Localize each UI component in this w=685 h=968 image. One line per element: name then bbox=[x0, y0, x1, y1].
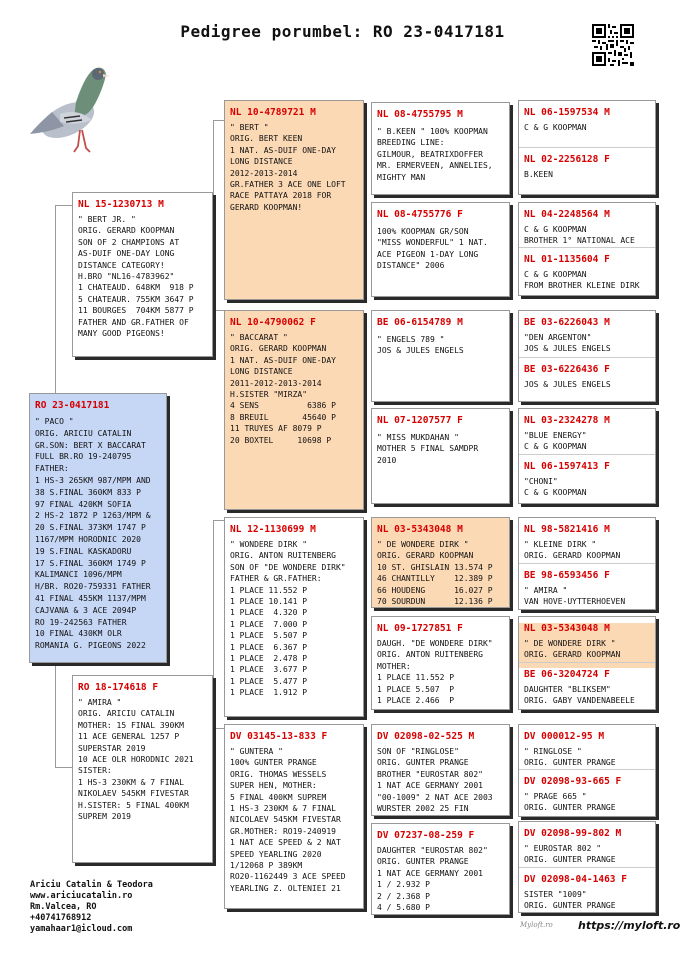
pigeon-details: " AMIRA " VAN HOVE-UYTTERHOEVEN bbox=[524, 586, 626, 607]
pigeon-details: DAUGHTER "EUROSTAR 802" ORIG. GUNTER PRANGE 1 NAT ACE GERMANY 2001 1 / 2.932 P 2 / 2.368 P 4 / 5.680 P bbox=[377, 846, 488, 913]
pigeon-card-mm[interactable] bbox=[224, 724, 364, 909]
pigeon-pair-3 bbox=[518, 310, 656, 402]
pigeon-details: " DE WONDERE DIRK " ORIG. GERARD KOOPMAN 10 ST. GHISLAIN 13.574 P 46 CHANTILLY 12.389 P 66 HOUDENG 16.027 P 70 SOURDUN 12.136 P bbox=[377, 540, 493, 607]
pigeon-details: "CHONI" C & G KOOPMAN bbox=[524, 477, 587, 498]
ring-number: NL 15-1230713 M bbox=[78, 199, 164, 210]
connector-line bbox=[213, 120, 214, 310]
ring-number: NL 09-1727851 F bbox=[377, 623, 463, 634]
pigeon-card-g8[interactable] bbox=[519, 455, 655, 499]
pigeon-details: SISTER "1009" ORIG. GUNTER PRANGE bbox=[524, 890, 616, 911]
pigeon-pair-5 bbox=[518, 517, 656, 610]
pigeon-details: " PRAGE 665 " ORIG. GUNTER PRANGE bbox=[524, 792, 616, 813]
ring-number: RO 23-0417181 bbox=[35, 400, 110, 411]
pigeon-details: " GUNTERA " 100% GUNTER PRANGE ORIG. THOMAS WESSELS SUPER HEN, MOTHER: 5 FINAL 400KM SUPREM 1 HS-3 230KM & 7 FINAL NICOLAEV 545KM FIVESTAR GR.MOTHER: RO19-240919 1 NAT ACE SPEED & 2 NAT SPEED YEARLING 2020 1/12068 P 389KM RO20-1162449 3 ACE SPEED YEARLING Z. OLTENIEI 21 bbox=[230, 747, 346, 893]
pigeon-card-g1[interactable] bbox=[519, 107, 655, 133]
ring-number: NL 08-4755795 M bbox=[377, 109, 463, 120]
ring-number: NL 03-2324278 M bbox=[524, 415, 610, 426]
pigeon-details: " BERT " ORIG. BERT KEEN 1 NAT. AS-DUIF ONE-DAY LONG DISTANCE 2012-2013-2014 GR.FATHER 3 ACE ONE LOFT RACE PATTAYA 2018 FOR GERARD KOOPMAN! bbox=[230, 123, 346, 212]
pigeon-card-g16[interactable] bbox=[519, 868, 655, 912]
ring-number: DV 03145-13-833 F bbox=[230, 731, 328, 742]
pigeon-card-mother[interactable] bbox=[72, 675, 213, 863]
pigeon-pair-2 bbox=[518, 202, 656, 296]
pigeon-illustration bbox=[30, 62, 112, 162]
ring-number: BE 06-6154789 M bbox=[377, 317, 463, 328]
pigeon-details: DAUGHTER "BLIKSEM" ORIG. GABY VANDENABEELE bbox=[524, 685, 635, 706]
pigeon-card-g3[interactable] bbox=[519, 209, 655, 247]
website-link[interactable]: https://myloft.ro bbox=[578, 919, 681, 932]
connector-line bbox=[213, 520, 214, 728]
ring-number: NL 08-4755776 F bbox=[377, 209, 463, 220]
ring-number: DV 02098-99-802 M bbox=[524, 828, 622, 839]
connector-line bbox=[55, 205, 73, 206]
ring-number: NL 12-1130699 M bbox=[230, 524, 316, 535]
pigeon-details: C & G KOOPMAN FROM BROTHER KLEINE DIRK bbox=[524, 270, 640, 291]
connector-line bbox=[55, 663, 56, 768]
ring-number: NL 98-5821416 M bbox=[524, 524, 610, 535]
pigeon-details: " KLEINE DIRK " ORIG. GERARD KOOPMAN bbox=[524, 540, 621, 561]
ring-number: NL 02-2256128 F bbox=[524, 154, 610, 165]
pigeon-card-fm[interactable] bbox=[224, 310, 364, 510]
pigeon-details: " B.KEEN " 100% KOOPMAN BREEDING LINE: GILMOUR, BEATRIXDOFFER MR. ERMERVEEN, ANNELIES, MIGHTY MAN bbox=[377, 127, 493, 182]
pigeon-card-g14[interactable] bbox=[519, 770, 655, 814]
pigeon-card-father[interactable] bbox=[72, 192, 213, 357]
connector-line bbox=[55, 205, 56, 395]
pigeon-card-g12[interactable] bbox=[519, 663, 655, 707]
pigeon-card-fmm[interactable] bbox=[371, 408, 510, 504]
pigeon-card-main[interactable] bbox=[29, 393, 167, 663]
pigeon-card-g2[interactable] bbox=[519, 148, 655, 180]
pigeon-pair-4 bbox=[518, 408, 656, 504]
pigeon-card-fff[interactable] bbox=[371, 102, 510, 195]
pigeon-details: " MISS MUKDAHAN " MOTHER 5 FINAL SAMDPR 2010 bbox=[377, 433, 479, 465]
owner-contact: Ariciu Catalin & Teodora www.ariciucatalin.ro Rm.Valcea, RO +40741768912 yamahaar1@icloud.com bbox=[30, 880, 153, 934]
qr-code-icon bbox=[592, 24, 634, 66]
pigeon-details: DAUGH. "DE WONDERE DIRK" ORIG. ANTON RUITENBERG MOTHER: 1 PLACE 11.552 P 1 PLACE 5.507 P 1 PLACE 2.466 P bbox=[377, 639, 493, 706]
pigeon-details: " RINGLOSE " ORIG. GUNTER PRANGE bbox=[524, 747, 616, 768]
ring-number: DV 07237-08-259 F bbox=[377, 830, 475, 841]
pigeon-pair-8 bbox=[518, 821, 656, 913]
pigeon-card-g4[interactable] bbox=[519, 248, 655, 292]
page-title: Pedigree porumbel: RO 23-0417181 bbox=[180, 22, 505, 41]
ring-number: DV 02098-93-665 F bbox=[524, 776, 622, 787]
ring-number: NL 01-1135604 F bbox=[524, 254, 610, 265]
pigeon-card-g6[interactable] bbox=[519, 358, 655, 390]
pigeon-details: JOS & JULES ENGELS bbox=[524, 380, 611, 389]
pigeon-card-fmf[interactable] bbox=[371, 310, 510, 402]
ring-number: RO 18-174618 F bbox=[78, 682, 159, 693]
pigeon-details: " ENGELS 789 " JOS & JULES ENGELS bbox=[377, 335, 464, 356]
pigeon-card-g5[interactable] bbox=[519, 317, 655, 355]
pigeon-card-mfm[interactable] bbox=[371, 616, 510, 710]
ring-number: DV 000012-95 M bbox=[524, 731, 605, 742]
ring-number: NL 10-4789721 M bbox=[230, 107, 316, 118]
ring-number: DV 02098-04-1463 F bbox=[524, 874, 627, 885]
pigeon-card-mf[interactable] bbox=[224, 517, 364, 717]
ring-number: NL 06-1597534 M bbox=[524, 107, 610, 118]
ring-number: NL 07-1207577 F bbox=[377, 415, 463, 426]
pigeon-card-ffm[interactable] bbox=[371, 202, 510, 297]
pigeon-card-mff[interactable] bbox=[371, 517, 510, 608]
ring-number: NL 04-2248564 M bbox=[524, 209, 610, 220]
pigeon-card-ff[interactable] bbox=[224, 100, 364, 300]
pigeon-card-g15[interactable] bbox=[519, 828, 655, 866]
ring-number: BE 03-6226043 M bbox=[524, 317, 610, 328]
connector-line bbox=[55, 767, 73, 768]
pigeon-details: " BACCARAT " ORIG. GERARD KOOPMAN 1 NAT. AS-DUIF ONE-DAY LONG DISTANCE 2011-2012-2013-2014 H.SISTER "MIRZA" 4 SENS 6386 P 8 BREUIL 45640 P 11 TRUYES AF 8079 P 20 BOXTEL 10698 P bbox=[230, 333, 336, 445]
ring-number: BE 03-6226436 F bbox=[524, 364, 610, 375]
ring-number: NL 03-5343048 M bbox=[377, 524, 463, 535]
pigeon-details: "DEN ARGENTON" JOS & JULES ENGELS bbox=[524, 333, 611, 354]
pigeon-card-g10[interactable] bbox=[519, 564, 655, 608]
pigeon-details: " WONDERE DIRK " ORIG. ANTON RUITENBERG SON OF "DE WONDERE DIRK" FATHER & GR.FATHER: 1 PLACE 11.552 P 1 PLACE 10.141 P 1 PLACE 4.320 P 1 PLACE 7.000 P 1 PLACE 5.507 P 1 PLACE 6.367 P 1 PLACE 2.478 P 1 PLACE 3.677 P 1 PLACE 5.477 P 1 PLACE 1.912 P bbox=[230, 540, 346, 698]
ring-number: NL 06-1597413 F bbox=[524, 461, 610, 472]
pigeon-pair-6 bbox=[518, 616, 656, 710]
pigeon-card-g9[interactable] bbox=[519, 524, 655, 562]
ring-number: BE 98-6593456 F bbox=[524, 570, 610, 581]
pigeon-details: " PACO " ORIG. ARICIU CATALIN GR.SON: BERT X BACCARAT FULL BR.RO 19-240795 FATHER: 1 HS-3 265KM 987/MPM AND 38 S.FINAL 360KM 833 P 97 FINAL 420KM SOFIA 2 HS-2 1872 P 1263/MPM & 20 S.FINAL 373KM 1747 P 1167/MPM HORODNIC 2020 19 S.FINAL KASKADORU 17 S.FINAL 360KM 1749 P KALIMANCI 1096/MPM H/BR. RO20-759331 FATHER 41 FINAL 455KM 1137/MPM CAJVANA & 3 ACE 2094P RO 19-242563 FATHER 10 FINAL 430KM OLR ROMANIA G. PIGEONS 2022 bbox=[35, 417, 151, 651]
pigeon-details: C & G KOOPMAN bbox=[524, 123, 587, 132]
pigeon-card-mmf[interactable] bbox=[371, 724, 510, 816]
pigeon-details: B.KEEN bbox=[524, 170, 553, 179]
pigeon-card-mmm[interactable] bbox=[371, 823, 510, 915]
pigeon-details: " DE WONDERE DIRK " ORIG. GERARD KOOPMAN bbox=[524, 639, 621, 660]
ring-number: DV 02098-02-525 M bbox=[377, 731, 475, 742]
pigeon-details: " EUROSTAR 802 " ORIG. GUNTER PRANGE bbox=[524, 844, 616, 865]
ring-number: NL 10-4790062 F bbox=[230, 317, 316, 328]
ring-number: BE 06-3204724 F bbox=[524, 669, 610, 680]
pigeon-card-g7[interactable] bbox=[519, 415, 655, 453]
pigeon-details: " BERT JR. " ORIG. GERARD KOOPMAN SON OF 2 CHAMPIONS AT AS-DUIF ONE-DAY LONG DISTANCE CATEGORY! H.BRO "NL16-4783962" 1 CHATEAUD. 648KM 918 P 5 CHATEAUR. 755KM 3647 P 11 BOURGES 704KM 5877 P FATHER AND GR.FATHER OF MANY GOOD PIGEONS! bbox=[78, 215, 194, 339]
pigeon-details: "BLUE ENERGY" C & G KOOPMAN bbox=[524, 431, 587, 452]
pigeon-card-g13[interactable] bbox=[519, 731, 655, 769]
pigeon-details: SON OF "RINGLOSE" ORIG. GUNTER PRANGE BROTHER "EUROSTAR 802" 1 NAT ACE GERMANY 2001 "00-1009" 2 NAT ACE 2003 WURSTER 2002 25 FIN bbox=[377, 747, 493, 814]
pigeon-details: 100% KOOPMAN GR/SON "MISS WONDERFUL" 1 NAT. ACE PIGEON 1-DAY LONG DISTANCE" 2006 bbox=[377, 227, 488, 271]
ring-number: NL 03-5343048 M bbox=[524, 623, 610, 634]
pigeon-pair-7 bbox=[518, 724, 656, 817]
pigeon-details: C & G KOOPMAN BROTHER 1° NATIONAL ACE bbox=[524, 225, 635, 246]
signature: Myloft.ro bbox=[520, 921, 553, 929]
pigeon-pair-1 bbox=[518, 100, 656, 195]
pigeon-details: " AMIRA " ORIG. ARICIU CATALIN MOTHER: 15 FINAL 390KM 11 ACE GENERAL 1257 P SUPERSTAR 2019 10 ACE OLR HORODNIC 2021 SISTER: 1 HS-3 230KM & 7 FINAL NIKOLAEV 545KM FIVESTAR H.SISTER: 5 FINAL 400KM SUPREM 2019 bbox=[78, 698, 194, 822]
